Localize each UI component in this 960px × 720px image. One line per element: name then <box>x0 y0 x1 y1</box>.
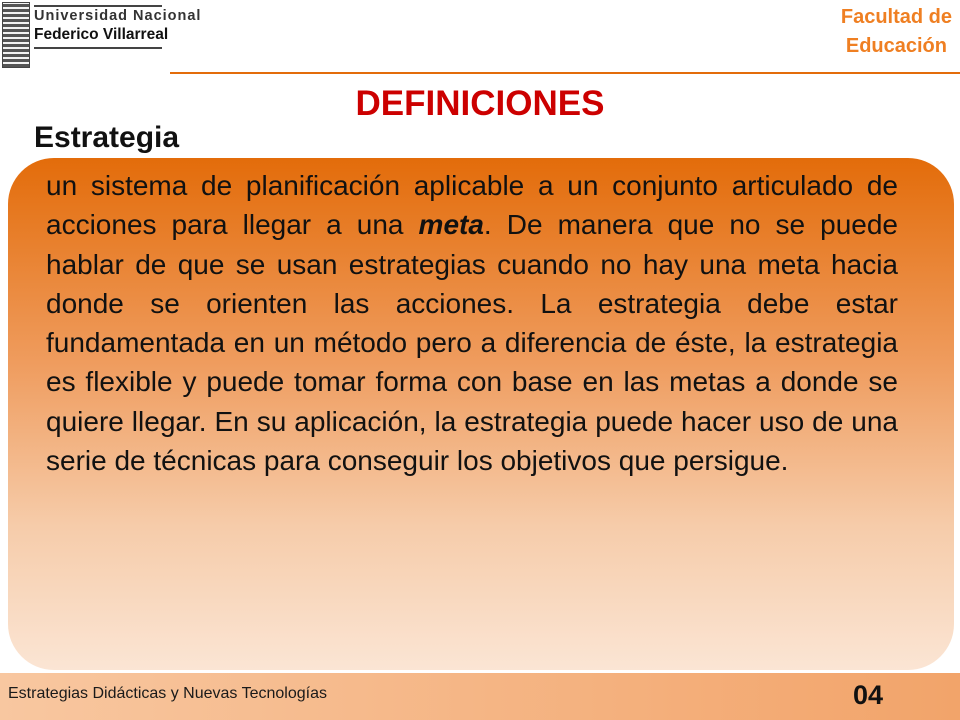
header-divider <box>170 72 960 74</box>
slide-title: DEFINICIONES <box>355 84 605 123</box>
footer-bar <box>0 673 960 720</box>
definition-text-start: un sistema de planificación aplicable a un conjunto articulado de acciones para llegar a una <box>46 170 898 241</box>
faculty-line2: Educación <box>845 35 947 57</box>
faculty-line1: Facultad de <box>840 6 952 28</box>
university-crest-icon <box>2 2 30 68</box>
definition-text-end: . De manera que no se puede hablar de que se usan estrategias cuando no hay una meta hacia donde se orienten las acciones. La estrategia debe estar fundamentada en un método pero a diferencia de éste, la estrategia es flexible y puede tomar forma con base en las metas a donde se quiere llegar. En su aplicación, la estrategia puede hacer uso de una serie de técnicas para conseguir los objetivos que persigue. <box>46 209 898 477</box>
university-name-line2: Federico Villarreal <box>34 26 169 43</box>
definition-emphasis: meta <box>418 209 484 241</box>
logo-top-rule <box>34 5 162 7</box>
university-logo <box>0 0 202 70</box>
page-number: 04 <box>853 680 884 710</box>
course-name: Estrategias Didácticas y Nuevas Tecnologías <box>8 685 327 702</box>
logo-bottom-rule <box>34 47 162 49</box>
term-heading: Estrategia <box>34 121 180 154</box>
university-name-line1: Universidad Nacional <box>34 8 202 24</box>
faculty-label <box>841 3 952 61</box>
definition-text <box>46 166 898 480</box>
